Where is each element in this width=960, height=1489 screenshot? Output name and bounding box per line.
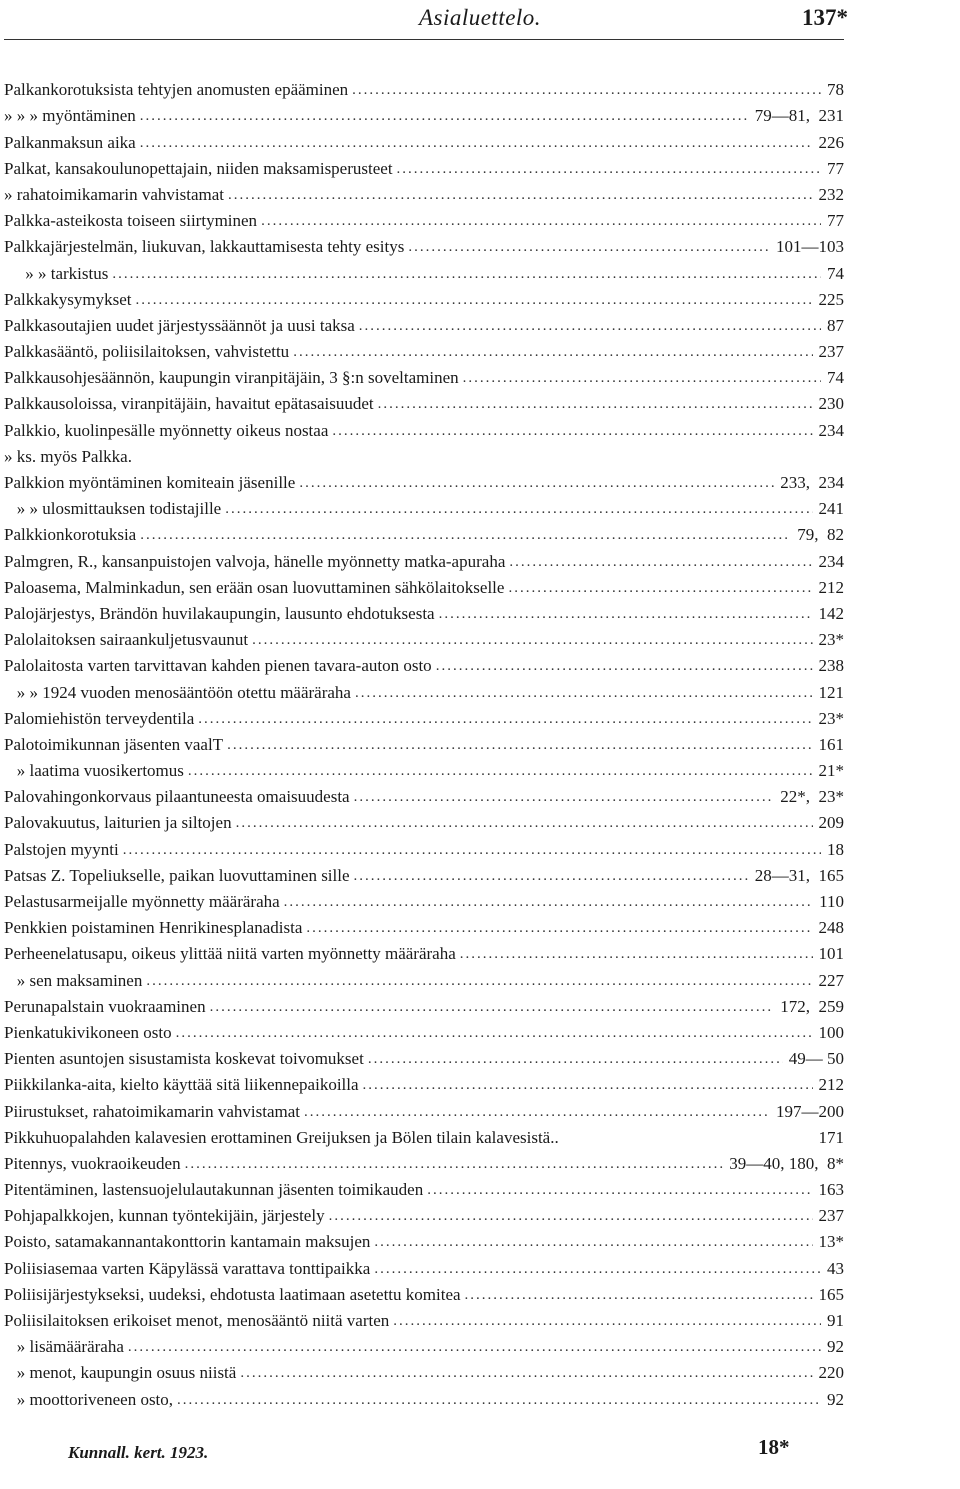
index-entry <box>0 1357 844 1383</box>
index-entry <box>0 231 844 257</box>
dot-leader <box>140 133 813 153</box>
ditto-mark: » <box>4 184 17 204</box>
page-reference: 74 <box>827 368 844 388</box>
page-reference: 225 <box>818 289 844 309</box>
entry-text: myöntäminen <box>42 106 136 126</box>
index-entry <box>0 519 844 545</box>
dot-leader <box>354 866 749 886</box>
page-reference: 110 <box>819 892 844 911</box>
index-entry <box>0 1017 844 1043</box>
entry-text: tarkistus <box>50 263 109 283</box>
page-reference: 238 <box>818 656 844 676</box>
page-reference: 220 <box>818 1363 844 1383</box>
index-entry <box>0 545 844 571</box>
page-reference: 234 <box>818 420 844 440</box>
dot-leader <box>393 1311 821 1331</box>
entry-text: Paloasema, Malminkadun, sen erään osan luovuttaminen sähkölaitokselle <box>4 577 505 597</box>
index-entry <box>0 1252 844 1278</box>
index-entry <box>0 1069 844 1095</box>
index-entry <box>0 414 844 440</box>
entry-text: moottoriveneen osto, <box>29 1389 174 1409</box>
page-header <box>0 0 960 40</box>
ditto-mark: » » <box>4 499 43 519</box>
index-entry <box>0 126 844 152</box>
page-reference: 77 <box>827 158 844 178</box>
index-entry <box>0 310 844 336</box>
entry-text: Palkkasoutajien uudet järjestyssäännöt ja uusi taksa <box>4 315 355 335</box>
index-entry <box>0 650 844 676</box>
entry-text: Palkkakysymykset <box>4 289 132 309</box>
entry-text: Palovahingonkorvaus pilaantuneesta omaisuudesta <box>4 787 350 807</box>
dot-leader <box>140 106 749 126</box>
dot-leader <box>436 656 813 676</box>
dot-leader <box>140 525 791 545</box>
dot-leader <box>146 971 812 991</box>
page-reference: 22*, 23* <box>780 787 844 807</box>
page-reference: 233, 234 <box>780 473 844 492</box>
index-entry <box>0 572 844 598</box>
index-entry <box>0 1122 844 1148</box>
entry-text: Palmgren, R., kansanpuistojen valvoja, hänelle myönnetty matka-apuraha <box>4 551 506 571</box>
page-reference: 232 <box>818 184 844 204</box>
page-reference: 142 <box>818 603 844 623</box>
entry-text: Piikkilanka-aita, kielto käyttää sitä liikennepaikoilla <box>4 1075 359 1095</box>
page-reference: 79, 82 <box>797 525 844 545</box>
ditto-mark: » <box>4 1389 30 1409</box>
index-entry <box>0 1305 844 1331</box>
page-reference: 74 <box>827 263 844 283</box>
page-reference: 172, 259 <box>780 996 844 1016</box>
page-reference: 165 <box>818 1284 844 1304</box>
page-reference: 241 <box>818 499 844 519</box>
dot-leader <box>227 735 812 755</box>
entry-text: Palotoimikunnan jäsenten vaalT <box>4 734 224 754</box>
entry-text: Pienkatukivikoneen osto <box>4 1022 172 1042</box>
entry-text: laatima vuosikertomus <box>29 761 184 781</box>
entry-text: menot, kaupungin osuus niistä <box>29 1363 237 1383</box>
index-entry <box>0 100 844 126</box>
index-entry <box>0 755 844 781</box>
page-reference: 92 <box>827 1337 844 1357</box>
dot-leader <box>304 1102 770 1122</box>
dot-leader <box>177 1390 821 1410</box>
page-footer <box>0 1435 960 1475</box>
entry-text: Pitentäminen, lastensuojelulautakunnan jäsenten toimikauden <box>4 1180 424 1200</box>
index-entry <box>0 886 844 912</box>
entry-text: Poliisiasemaa varten Käpylässä varattava tonttipaikka <box>4 1258 371 1278</box>
entry-text: Palkkajärjestelmän, liukuvan, lakkauttamisesta tehty esitys <box>4 237 405 257</box>
page-reference: 101—103 <box>776 237 844 257</box>
entry-text: rahatoimikamarin vahvistamat <box>16 184 224 204</box>
index-entry <box>0 284 844 310</box>
entry-text: Palkkio, kuolinpesälle myönnetty oikeus nostaa <box>4 420 329 440</box>
index-entry <box>0 1174 844 1200</box>
entry-text: Palojärjestys, Brändön huvilakaupungin, lausunto ehdotuksesta <box>4 603 435 623</box>
page-reference: 79—81, 231 <box>754 106 844 126</box>
dot-leader <box>463 368 821 388</box>
index-entry <box>0 781 844 807</box>
index-entry <box>0 1279 844 1305</box>
page-reference: 234 <box>818 551 844 571</box>
page-reference: 49— 50 <box>788 1049 844 1069</box>
page-number: 137* <box>802 5 848 30</box>
ditto-mark: » <box>4 1337 30 1357</box>
page-reference: 163 <box>818 1180 844 1200</box>
entry-text: Pikkuhuopalahden kalavesien erottaminen Greijuksen ja Bölen tilain kalavesistä.. <box>4 1127 559 1147</box>
index-entry <box>0 1148 844 1174</box>
entry-text: Poliisijärjestykseksi, uudeksi, ehdotusta laatimaan asetettu komitea <box>4 1284 461 1304</box>
footer-signature-mark: 18* <box>758 1435 790 1459</box>
page-reference: 43 <box>827 1258 844 1278</box>
page-title: Asialuettelo. <box>418 5 542 30</box>
dot-leader <box>352 80 821 100</box>
dot-leader <box>228 185 813 205</box>
entry-text: Palkanmaksun aika <box>4 132 136 152</box>
dot-leader <box>427 1180 812 1200</box>
index-entry <box>0 205 844 231</box>
entry-text: Palkkausohjesäännön, kaupungin viranpitäjäin, 3 §:n soveltaminen <box>4 368 459 388</box>
index-entry <box>0 833 844 859</box>
index-entry <box>0 860 844 886</box>
entry-text: Piirustukset, rahatoimikamarin vahvistamat <box>4 1101 301 1121</box>
dot-leader <box>236 813 813 833</box>
entry-text: Penkkien poistaminen Henrikinesplanadista <box>4 918 303 938</box>
index-entry <box>0 598 844 624</box>
dot-leader <box>354 787 775 807</box>
index-entry <box>0 807 844 833</box>
ditto-mark: » » <box>4 263 51 283</box>
footer-source: Kunnall. kert. 1923. <box>68 1443 209 1462</box>
index-entries <box>0 74 960 1410</box>
dot-leader <box>408 237 770 257</box>
entry-text: ks. myös Palkka. <box>16 446 132 466</box>
dot-leader <box>123 840 821 860</box>
entry-text: Palkka-asteikosta toiseen siirtyminen <box>4 211 258 231</box>
dot-leader <box>210 997 775 1017</box>
index-entry <box>0 1226 844 1252</box>
dot-leader <box>460 944 813 964</box>
entry-text: Pelastusarmeijalle myönnetty määräraha <box>4 892 280 911</box>
index-entry <box>0 912 844 938</box>
entry-text: Perunapalstain vuokraaminen <box>4 996 206 1016</box>
dot-leader <box>374 1259 821 1279</box>
index-entry <box>0 1043 844 1069</box>
page-reference: 92 <box>827 1389 844 1409</box>
dot-leader <box>176 1023 813 1043</box>
index-entry <box>0 1200 844 1226</box>
page-reference: 78 <box>827 80 844 100</box>
index-entry <box>0 676 844 702</box>
index-entry <box>0 441 844 467</box>
page-reference: 212 <box>818 577 844 597</box>
dot-leader <box>439 604 813 624</box>
page-reference: 197—200 <box>776 1101 844 1121</box>
entry-text: Palkkionkorotuksia <box>4 525 137 545</box>
dot-leader <box>225 499 812 519</box>
dot-leader <box>198 709 812 729</box>
page-reference: 171 <box>818 1127 844 1147</box>
entry-text: Palolaitosta varten tarvittavan kahden pienen tavara-auton osto <box>4 656 432 676</box>
dot-leader <box>508 578 812 598</box>
index-entry <box>0 1383 844 1409</box>
index-entry <box>0 991 844 1017</box>
entry-text: Poisto, satamakannantakonttorin kantamain maksujen <box>4 1232 371 1252</box>
dot-leader <box>112 264 821 284</box>
dot-leader <box>397 159 821 179</box>
dot-leader <box>240 1363 812 1383</box>
entry-text: Palkankorotuksista tehtyjen anomusten epääminen <box>4 80 349 100</box>
page-reference: 100 <box>818 1022 844 1042</box>
dot-leader <box>363 1075 813 1095</box>
index-entry <box>0 493 844 519</box>
entry-text: Palolaitoksen sairaankuljetusvaunut <box>4 630 249 650</box>
page-reference: 161 <box>818 734 844 754</box>
dot-leader <box>284 892 813 912</box>
dot-leader <box>378 394 813 414</box>
index-entry <box>0 257 844 283</box>
index-entry <box>0 74 844 100</box>
page-reference: 101 <box>818 944 844 964</box>
dot-leader <box>293 342 812 362</box>
index-entry <box>0 153 844 179</box>
entry-text: Pienten asuntojen sisustamista koskevat toivomukset <box>4 1049 364 1069</box>
page-reference: 237 <box>818 342 844 362</box>
entry-text: Palkat, kansakoulunopettajain, niiden maksamisperusteet <box>4 158 393 178</box>
entry-text: ulosmittauksen todistajille <box>42 499 222 519</box>
entry-text: Palkkasääntö, poliisilaitoksen, vahvistettu <box>4 342 290 362</box>
dot-leader <box>188 761 813 781</box>
page-reference: 237 <box>818 1206 844 1226</box>
index-entry <box>0 467 844 493</box>
page-reference: 23* <box>818 708 844 728</box>
ditto-mark: » » <box>4 682 43 702</box>
page-reference: 212 <box>818 1075 844 1095</box>
index-entry <box>0 362 844 388</box>
entry-text: sen maksaminen <box>29 970 143 990</box>
index-entry <box>0 938 844 964</box>
index-entry <box>0 336 844 362</box>
entry-text: Palkkion myöntäminen komiteain jäsenille <box>4 473 296 492</box>
ditto-mark: » <box>4 970 30 990</box>
ditto-mark: » <box>4 761 30 781</box>
page-reference: 77 <box>827 211 844 231</box>
entry-text: Palomiehistön terveydentila <box>4 708 195 728</box>
entry-text: Palstojen myynti <box>4 839 119 859</box>
page-reference: 91 <box>827 1311 844 1330</box>
entry-text: Pitennys, vuokraoikeuden <box>4 1153 181 1173</box>
page-reference: 248 <box>818 918 844 938</box>
index-entry <box>0 624 844 650</box>
index-entry <box>0 1095 844 1121</box>
dot-leader <box>299 473 774 493</box>
index-entry <box>0 703 844 729</box>
page-reference: 209 <box>818 813 844 833</box>
page-reference: 227 <box>818 970 844 990</box>
dot-leader <box>306 918 812 938</box>
page-reference: 18 <box>827 839 844 859</box>
page-reference: 23* <box>818 630 844 650</box>
dot-leader <box>128 1337 821 1357</box>
page-reference: 226 <box>818 132 844 152</box>
header-rule <box>4 39 844 40</box>
dot-leader <box>359 316 821 336</box>
dot-leader <box>261 211 821 231</box>
dot-leader <box>368 1049 783 1069</box>
dot-leader <box>332 421 812 441</box>
page-reference: 13* <box>818 1232 844 1252</box>
dot-leader <box>465 1285 813 1305</box>
dot-leader <box>329 1206 813 1226</box>
index-entry <box>0 1331 844 1357</box>
entry-text: 1924 vuoden menosääntöön otettu määräraha <box>42 682 351 702</box>
index-entry <box>0 179 844 205</box>
entry-text: Perheenelatusapu, oikeus ylittää niitä varten myönnetty määräraha <box>4 944 456 964</box>
entry-text: Palkkausoloissa, viranpitäjäin, havaitut epätasaisuudet <box>4 394 374 414</box>
dot-leader <box>185 1154 724 1174</box>
page-reference: 28—31, 165 <box>754 865 844 885</box>
page-reference: 39—40, 180, 8* <box>729 1153 844 1173</box>
dot-leader <box>136 290 813 310</box>
entry-text: Pohjapalkkojen, kunnan työntekijäin, järjestely <box>4 1206 325 1226</box>
page-reference: 230 <box>818 394 844 414</box>
page-reference: 121 <box>818 682 844 702</box>
entry-text: Patsas Z. Topeliukselle, paikan luovuttaminen sille <box>4 865 350 885</box>
page-reference: 87 <box>827 315 844 335</box>
index-entry <box>0 729 844 755</box>
ditto-mark: » <box>4 1363 30 1383</box>
page-reference: 21* <box>818 761 844 781</box>
entry-text: Poliisilaitoksen erikoiset menot, menosääntö niitä varten <box>4 1311 390 1330</box>
ditto-mark: » <box>4 446 17 466</box>
index-entry <box>0 388 844 414</box>
dot-leader <box>509 552 812 572</box>
index-entry <box>0 964 844 990</box>
ditto-mark: » » » <box>4 106 43 126</box>
entry-text: Palovakuutus, laiturien ja siltojen <box>4 813 232 833</box>
dot-leader <box>355 683 813 703</box>
entry-text: lisämääräraha <box>29 1337 124 1357</box>
dot-leader <box>374 1232 812 1252</box>
dot-leader <box>252 630 812 650</box>
